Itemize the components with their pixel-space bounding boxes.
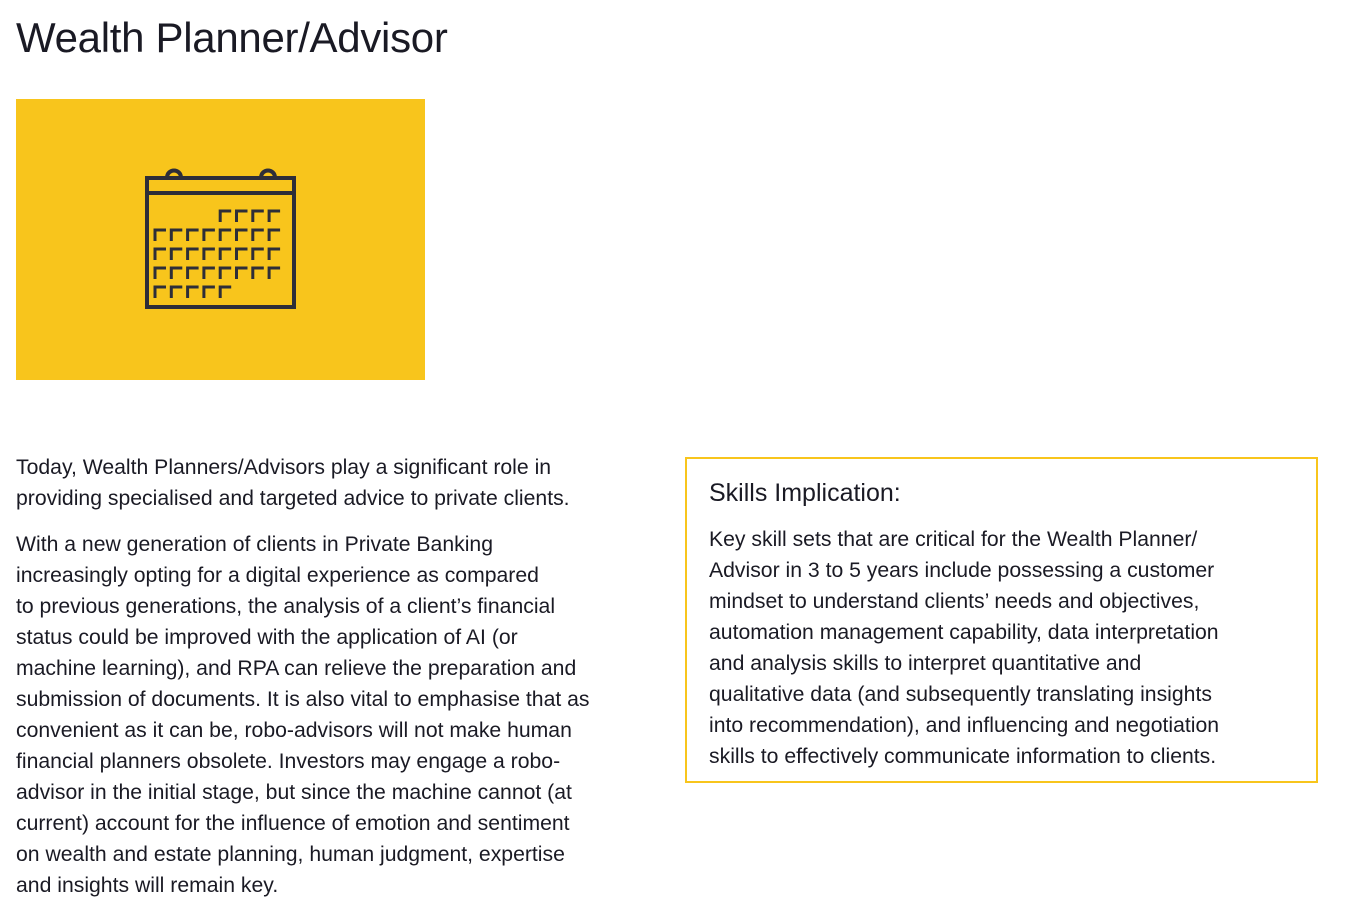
- calendar-day-cell: [237, 268, 248, 279]
- calendar-day-cell: [220, 249, 231, 260]
- calendar-day-cell: [155, 249, 166, 260]
- calendar-day-cell: [188, 268, 199, 279]
- skills-heading: Skills Implication:: [709, 479, 901, 507]
- calendar-day-cell: [269, 268, 280, 279]
- intro-paragraph: Today, Wealth Planners/Advisors play a significant role in providing specialised and targeted advice to private clients.: [16, 456, 570, 510]
- calendar-day-cell: [269, 249, 280, 260]
- calendar-day-cell: [204, 230, 215, 241]
- calendar-day-cell: [188, 287, 199, 298]
- calendar-day-cell: [253, 230, 264, 241]
- calendar-day-cell: [237, 211, 248, 222]
- hero-image-box: [16, 99, 425, 380]
- calendar-day-cell: [155, 268, 166, 279]
- intro-text: [16, 452, 676, 901]
- intro-paragraph: With a new generation of clients in Private Banking increasingly opting for a digital experience as compared to previous generations, the analysis of a client’s financial status could be improved with the application of AI (or machine learning), and RPA can relieve the preparation and submission of documents. It is also vital to emphasise that as convenient as it can be, robo-advisors will not make human financial planners obsolete. Investors may engage a robo- advisor in the initial stage, but since the machine cannot (at current) account for the influence of emotion and sentiment on wealth and estate planning, human judgment, expertise and insights will remain key.: [16, 533, 590, 897]
- calendar-day-cell: [220, 211, 231, 222]
- calendar-day-cell: [171, 230, 182, 241]
- calendar-day-cell: [155, 230, 166, 241]
- calendar-day-cell: [171, 249, 182, 260]
- calendar-day-cell: [269, 230, 280, 241]
- calendar-day-cell: [204, 287, 215, 298]
- calendar-icon: [16, 99, 425, 380]
- calendar-day-cell: [253, 211, 264, 222]
- calendar-day-cell: [188, 230, 199, 241]
- calendar-day-cell: [155, 287, 166, 298]
- calendar-day-cell: [188, 249, 199, 260]
- calendar-day-cell: [237, 249, 248, 260]
- calendar-day-cell: [220, 268, 231, 279]
- calendar-day-cell: [204, 249, 215, 260]
- calendar-day-cell: [237, 230, 248, 241]
- skills-body: Key skill sets that are critical for the Wealth Planner/ Advisor in 3 to 5 years include possessing a customer mindset to understand clients’ needs and objectives, automation management capability, data interpretation and analysis skills to interpret quantitative and qualitative data (and subsequently translating insights into recommendation), and influencing and negotiation skills to effectively communicate information to clients.: [709, 528, 1220, 768]
- page-title: Wealth Planner/Advisor: [16, 14, 448, 61]
- calendar-day-cell: [171, 287, 182, 298]
- calendar-day-cell: [171, 268, 182, 279]
- calendar-day-cell: [220, 230, 231, 241]
- calendar-day-cell: [269, 211, 280, 222]
- calendar-day-cell: [204, 268, 215, 279]
- calendar-day-cell: [253, 268, 264, 279]
- skills-implication-box: [685, 457, 1318, 783]
- calendar-day-cell: [220, 287, 231, 298]
- calendar-day-cell: [253, 249, 264, 260]
